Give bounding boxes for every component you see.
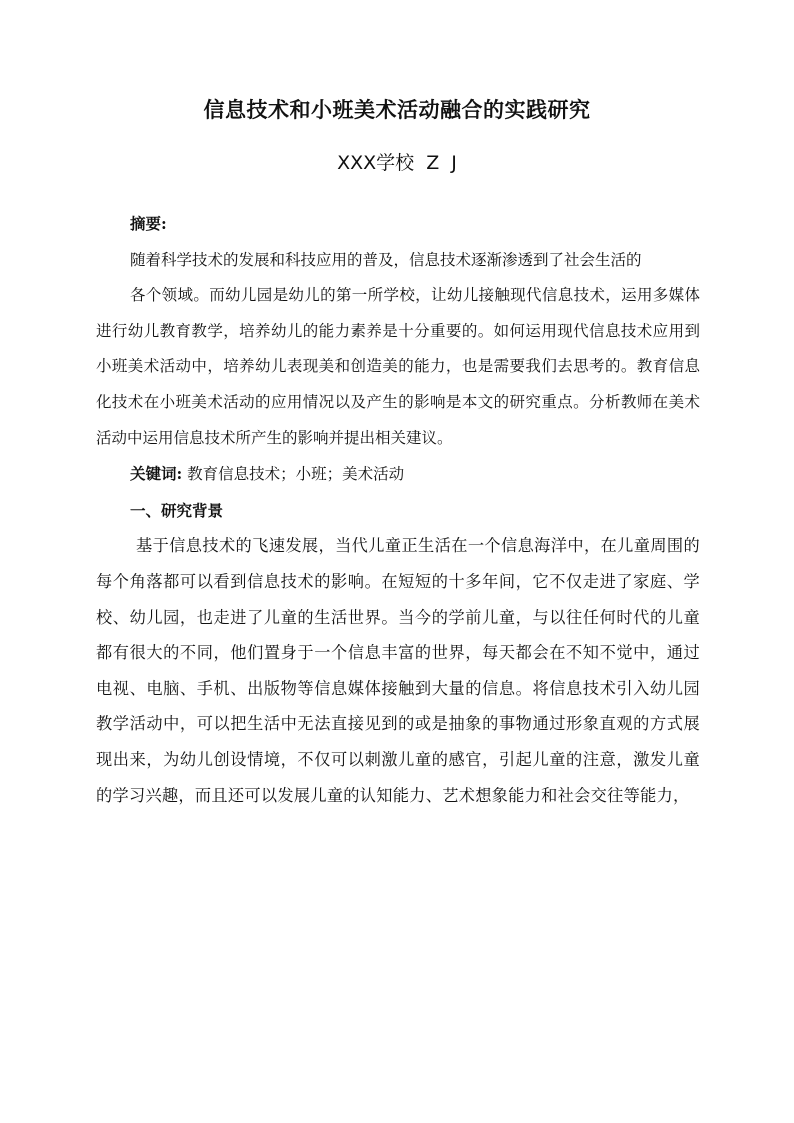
keywords-line (96, 456, 700, 493)
abstract-paragraph-1: 随着科学技术的发展和科技应用的普及，信息技术逐渐渗透到了社会生活的 (130, 250, 642, 269)
keywords-text: 教育信息技术；小班；美术活动 (187, 465, 405, 484)
section-paragraph: 基于信息技术的飞速发展，当代儿童正生活在一个信息海洋中，在儿童周围的每个角落都可以看到信息技术的影响。在短短的十多年间，它不仅走进了家庭、学校、幼儿园，也走进了儿童的生活世界。当今的学前儿童，与以往任何时代的儿童都有很大的不同，他们置身于一个信息丰富的世界，每天都会在不知不觉中，通过电视、电脑、手机、出版物等信息媒体接触到大量的信息。将信息技术引入幼儿园教学活动中，可以把生活中无法直接见到的或是抽象的事物通过形象直观的方式展现出来，为幼儿创设情境，不仅可以刺激儿童的感官，引起儿童的注意，激发儿童的学习兴趣，而且还可以发展儿童的认知能力、艺术想象能力和社会交往等能力， (96, 536, 700, 805)
document-title: 信息技术和小班美术活动融合的实践研究 (203, 98, 591, 122)
section-heading: 一、研究背景 (130, 500, 224, 520)
abstract-paragraph-2: 各个领域。而幼儿园是幼儿的第一所学校，让幼儿接触现代信息技术，运用多媒体进行幼儿教育教学，培养幼儿的能力素养是十分重要的。如何运用现代信息技术应用到小班美术活动中，培养幼儿表现美和创造美的能力，也是需要我们去思考的。教育信息化技术在小班美术活动的应用情况以及产生的影响是本文的研究重点。分析教师在美术活动中运用信息技术所产生的影响并提出相关建议。 (96, 286, 700, 447)
document-body (96, 206, 700, 813)
keywords-label: 关键词: (130, 464, 183, 484)
abstract-label-line (96, 206, 700, 243)
author-line: XXX学校 Z J (337, 152, 457, 174)
abstract-label: 摘要: (130, 214, 167, 233)
